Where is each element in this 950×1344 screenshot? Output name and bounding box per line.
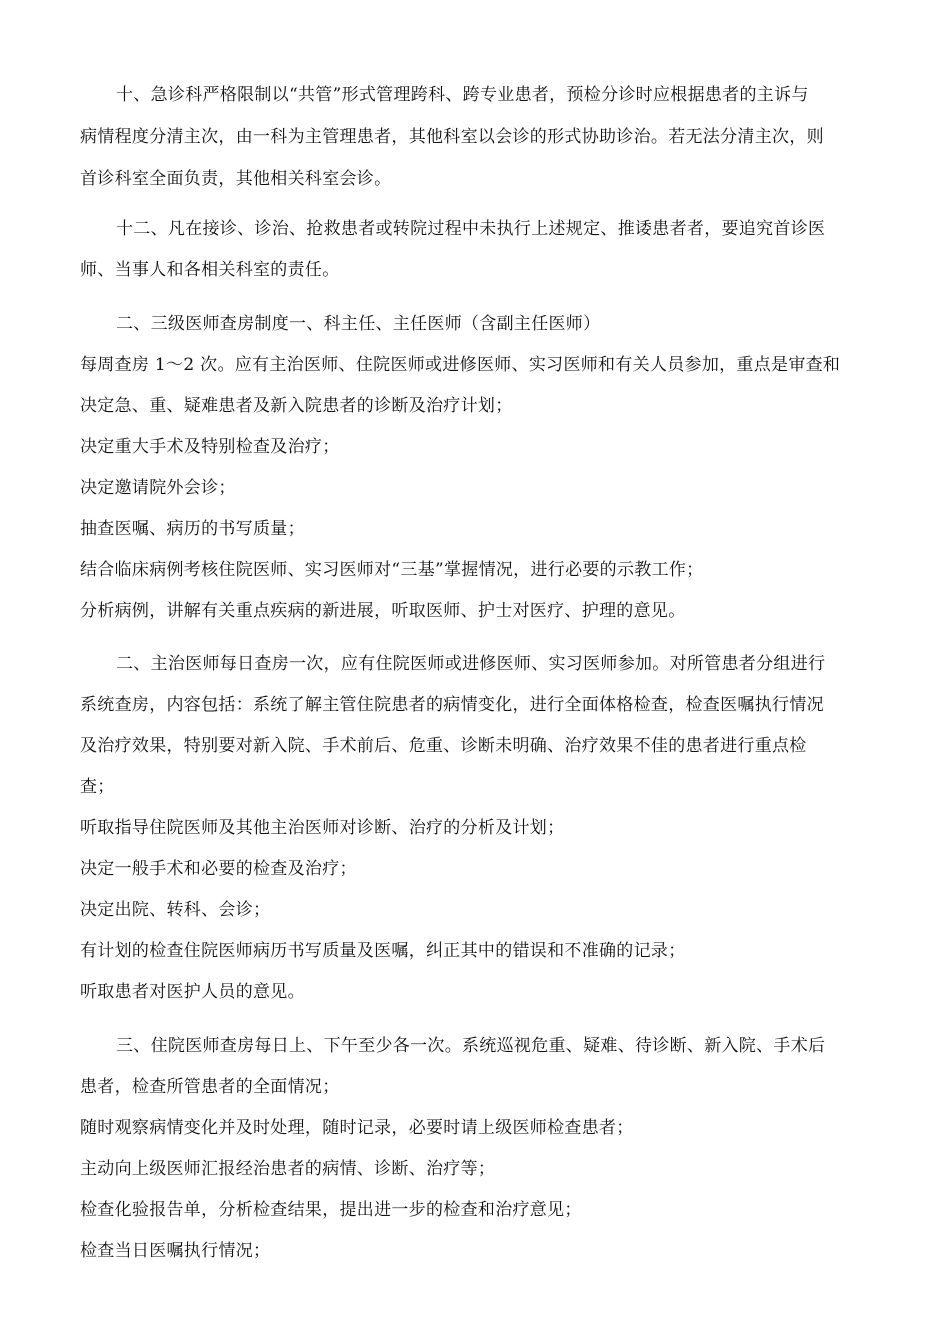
paragraph-10-line-1: 十、急诊科严格限制以“共管”形式管理跨科、跨专业患者，预检分诊时应根据患者的主诉与 — [116, 85, 809, 105]
attending-rounds-line-9: 听取患者对医护人员的意见。 — [80, 982, 305, 1002]
resident-rounds-line-6: 检查当日医嘱执行情况； — [80, 1241, 271, 1261]
resident-rounds-line-5: 检查化验报告单，分析检查结果，提出进一步的检查和治疗意见； — [80, 1200, 582, 1220]
section-heading-ward-rounds: 二、三级医师查房制度一、科主任、主任医师（含副主任医师） — [116, 314, 601, 334]
director-rounds-line-4: 决定邀请院外会诊； — [80, 478, 236, 498]
attending-rounds-line-7: 决定出院、转科、会诊； — [80, 900, 271, 920]
resident-rounds-line-4: 主动向上级医师汇报经治患者的病情、诊断、治疗等； — [80, 1159, 496, 1179]
director-rounds-line-1: 每周查房 1～2 次。应有主治医师、住院医师或进修医师、实习医师和有关人员参加，重点是审查和 — [80, 355, 841, 375]
resident-rounds-line-3: 随时观察病情变化并及时处理，随时记录，必要时请上级医师检查患者； — [80, 1118, 634, 1138]
attending-rounds-line-4: 查； — [80, 777, 115, 797]
resident-rounds-line-1: 三、住院医师查房每日上、下午至少各一次。系统巡视危重、疑难、待诊断、新入院、手术后 — [116, 1036, 826, 1056]
paragraph-10-line-2: 病情程度分清主次，由一科为主管理患者，其他科室以会诊的形式协助诊治。若无法分清主次，则 — [80, 127, 824, 147]
director-rounds-line-2: 决定急、重、疑难患者及新入院患者的诊断及治疗计划； — [80, 396, 513, 416]
director-rounds-line-7: 分析病例，讲解有关重点疾病的新进展，听取医师、护士对医疗、护理的意见。 — [80, 601, 686, 621]
attending-rounds-line-6: 决定一般手术和必要的检查及治疗； — [80, 859, 357, 879]
paragraph-12-line-2: 师、当事人和各相关科室的责任。 — [80, 260, 340, 280]
director-rounds-line-6: 结合临床病例考核住院医师、实习医师对“三基”掌握情况，进行必要的示教工作； — [80, 560, 704, 580]
attending-rounds-line-3: 及治疗效果，特别要对新入院、手术前后、危重、诊断未明确、治疗效果不佳的患者进行重点检 — [80, 736, 807, 756]
attending-rounds-line-1: 二、主治医师每日查房一次，应有住院医师或进修医师、实习医师参加。对所管患者分组进行 — [116, 654, 826, 674]
paragraph-10-line-3: 首诊科室全面负责，其他相关科室会诊。 — [80, 169, 392, 189]
resident-rounds-line-2: 患者，检查所管患者的全面情况； — [80, 1077, 340, 1097]
attending-rounds-line-5: 听取指导住院医师及其他主治医师对诊断、治疗的分析及计划； — [80, 818, 565, 838]
attending-rounds-line-2: 系统查房，内容包括：系统了解主管住院患者的病情变化，进行全面体格检查，检查医嘱执行情况 — [80, 695, 824, 715]
paragraph-12-line-1: 十二、凡在接诊、诊治、抢救患者或转院过程中未执行上述规定、推诿患者者，要追究首诊医 — [116, 219, 826, 239]
director-rounds-line-5: 抽查医嘱、病历的书写质量； — [80, 519, 305, 539]
attending-rounds-line-8: 有计划的检查住院医师病历书写质量及医嘱，纠正其中的错误和不准确的记录； — [80, 941, 686, 961]
director-rounds-line-3: 决定重大手术及特别检查及治疗； — [80, 437, 340, 457]
